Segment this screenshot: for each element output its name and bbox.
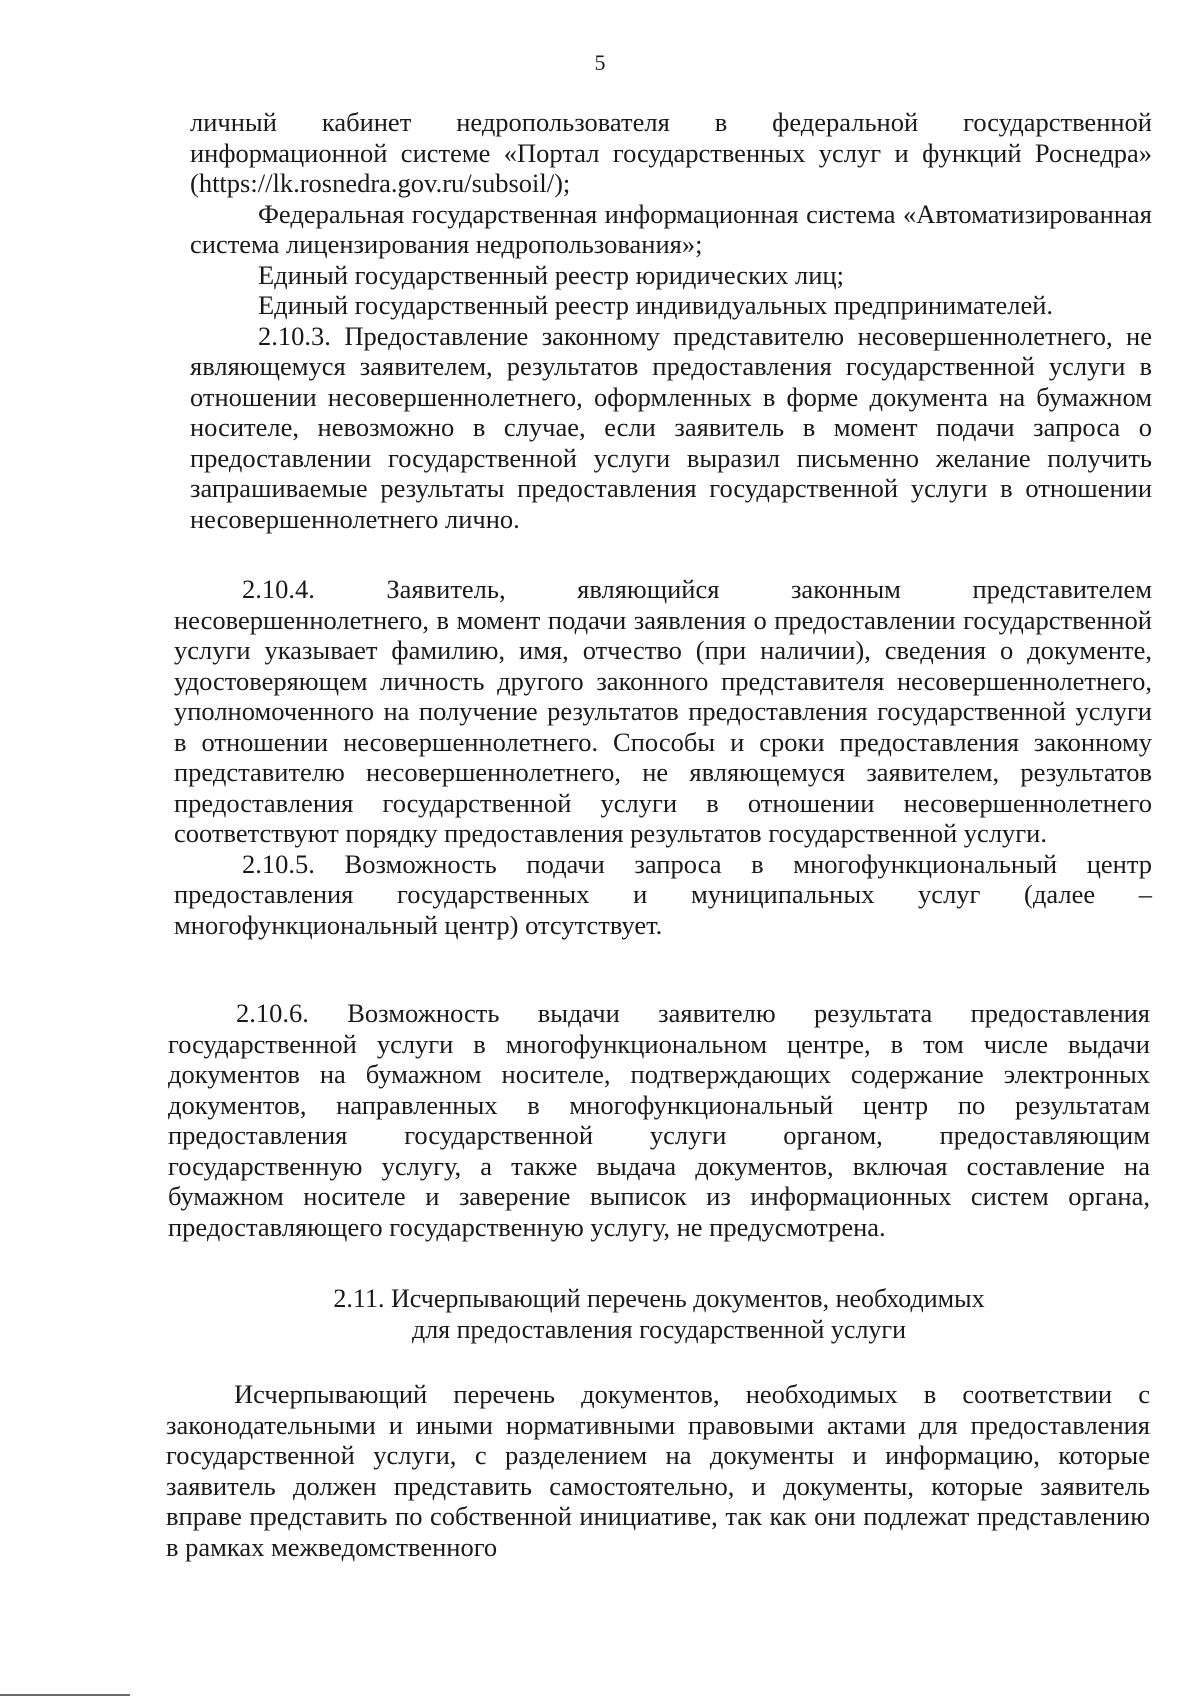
section-heading-line: 2.11. Исчерпывающий перечень документов, необходимых xyxy=(333,1284,985,1313)
section-heading-line: для предоставления государственной услуги xyxy=(411,1315,907,1344)
section-heading-2-11 xyxy=(168,1283,1150,1345)
scan-edge-line xyxy=(0,1694,130,1696)
paragraph-2-10-5: 2.10.5. Возможность подачи запроса в многофункциональный центр предоставления государственных и муниципальных услуг (далее – многофункциональный центр) отсутствует. xyxy=(174,848,1152,940)
text-block-low xyxy=(168,998,1150,1242)
paragraph: Единый государственный реестр юридических лиц; xyxy=(258,259,844,290)
text-block-mid xyxy=(174,574,1152,940)
text-block-top xyxy=(190,107,1152,534)
paragraph: Единый государственный реестр индивидуальных предпринимателей. xyxy=(258,290,1054,320)
page-number: 5 xyxy=(594,50,606,75)
paragraph: личный кабинет недропользователя в федеральной государственной информационной системе «Портал государственных услуг и функций Роснедра» (https://lk.rosnedra.gov.ru/subsoil/); xyxy=(190,107,1152,198)
paragraph-2-10-4: 2.10.4. Заявитель, являющийся законным представителем несовершеннолетнего, в момент подачи заявления о предоставлении государственной услуги указывает фамилию, имя, отчество (при наличии), сведения о документе, удостоверяющем личность другого законного представителя несовершеннолетнего, уполномоченного на получение результатов предоставления государственной услуги в отношении несовершеннолетнего. Способы и сроки предоставления законному представителю несовершеннолетнего, не являющемуся заявителем, результатов предоставления государственной услуги в отношении несовершеннолетнего соответствуют порядку предоставления результатов государственной услуги. xyxy=(174,574,1152,848)
paragraph: Исчерпывающий перечень документов, необходимых в соответствии с законодательными и иными нормативными правовыми актами для предоставления государственной услуги, с разделением на документы и информацию, которые заявитель должен представить самостоятельно, и документы, которые заявитель вправе представить по собственной инициативе, так как они подлежат представлению в рамках межведомственного xyxy=(166,1379,1150,1562)
paragraph: Федеральная государственная информационная система «Автоматизированная система лицензирования недропользования»; xyxy=(190,198,1152,259)
text-block-bottom xyxy=(166,1379,1150,1562)
paragraph-2-10-3: 2.10.3. Предоставление законному представителю несовершеннолетнего, не являющемуся заявителем, результатов предоставления государственной услуги в отношении несовершеннолетнего, оформленных в форме документа на бумажном носителе, невозможно в случае, если заявитель в момент подачи запроса о предоставлении государственной услуги выразил письменно желание получить запрашиваемые результаты предоставления государственной услуги в отношении несовершеннолетнего лично. xyxy=(190,320,1152,534)
paragraph-2-10-6: 2.10.6. Возможность выдачи заявителю результата предоставления государственной услуги в многофункциональном центре, в том числе выдачи документов на бумажном носителе, подтверждающих содержание электронных документов, направленных в многофункциональный центр по результатам предоставления государственной услуги органом, предоставляющим государственную услугу, а также выдача документов, включая составление на бумажном носителе и заверение выписок из информационных систем органа, предоставляющего государственную услугу, не предусмотрена. xyxy=(168,998,1150,1242)
